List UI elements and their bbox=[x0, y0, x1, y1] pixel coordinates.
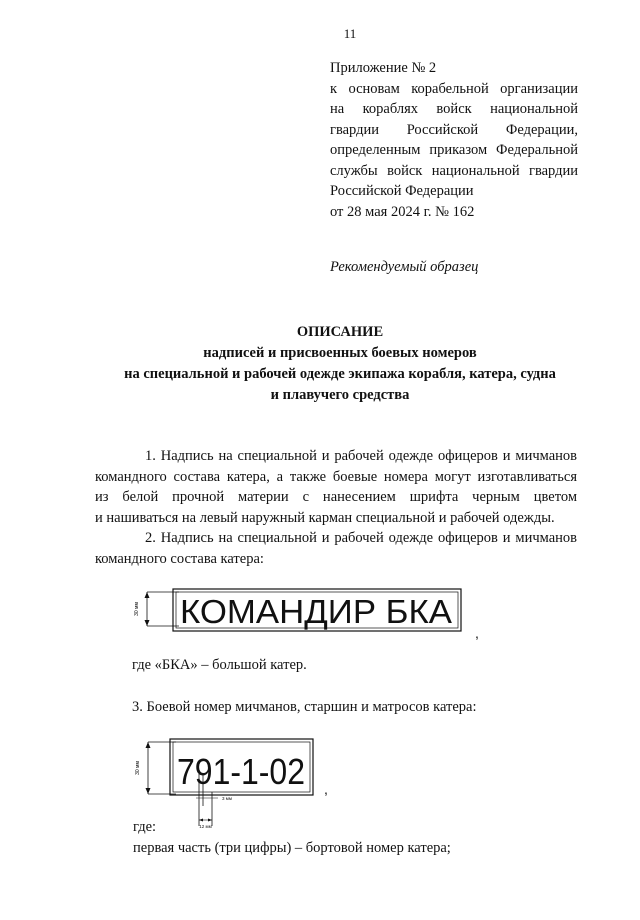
paragraph-line: и нашиваться на левый наружный карман специальной и рабочей одежды. bbox=[95, 509, 555, 526]
arrow-right-icon bbox=[208, 819, 212, 822]
arrow-down-icon bbox=[146, 788, 151, 794]
arrow-up-icon bbox=[146, 742, 151, 748]
appendix-line: определенным приказом Федеральной bbox=[330, 142, 578, 158]
appendix-line: Российской Федерации bbox=[330, 183, 474, 199]
appendix-line: на кораблях войск национальной bbox=[330, 101, 578, 117]
heading-title: ОПИСАНИЕ bbox=[296, 324, 384, 340]
where-label: где: bbox=[133, 819, 157, 835]
paragraph-line: командного состава катера, а также боевые номера могут изготавливаться bbox=[95, 468, 577, 485]
figure-commander-label bbox=[125, 586, 485, 642]
heading-line: и плавучего средства bbox=[270, 387, 410, 403]
combat-number-text: 791-1-02 bbox=[177, 751, 305, 792]
arrow-left-icon bbox=[199, 819, 203, 822]
document-heading bbox=[60, 322, 620, 406]
commander-label-text: КОМАНДИР БКА bbox=[180, 593, 452, 630]
paragraph-line: 2. Надпись на специальной и рабочей одежде офицеров и мичманов bbox=[145, 530, 577, 546]
page-number: 11 bbox=[343, 26, 357, 41]
appendix-title: Приложение № 2 bbox=[330, 60, 437, 76]
paragraph-line: 1. Надпись на специальной и рабочей одежде офицеров и мичманов bbox=[145, 448, 577, 464]
paragraph-line: из белой прочной материи с нанесением шрифта черным цветом bbox=[95, 489, 577, 505]
dimension-text: 30 мм bbox=[134, 602, 140, 616]
first-part-explanation: первая часть (три цифры) – бортовой номер катера; bbox=[133, 840, 451, 856]
sample-label: Рекомендуемый образец bbox=[330, 259, 479, 275]
dimension-text: 30 мм bbox=[135, 761, 141, 775]
paragraph-3: 3. Боевой номер мичманов, старшин и матросов катера: bbox=[132, 699, 477, 715]
appendix-line: к основам корабельной организации bbox=[330, 80, 578, 97]
trailing-comma: , bbox=[324, 781, 328, 797]
arrow-up-icon bbox=[145, 592, 150, 598]
bka-explanation: где «БКА» – большой катер. bbox=[132, 657, 307, 673]
heading-line: надписей и присвоенных боевых номеров bbox=[203, 345, 477, 361]
trailing-comma: , bbox=[475, 625, 479, 641]
paragraph-line: командного состава катера: bbox=[95, 550, 264, 567]
heading-line: на специальной и рабочей одежде экипажа корабля, катера, судна bbox=[124, 366, 556, 382]
appendix-line: гвардии Российской Федерации, bbox=[330, 121, 578, 138]
figure-combat-number bbox=[128, 734, 348, 830]
appendix-date-line: от 28 мая 2024 г. № 162 bbox=[330, 203, 475, 220]
paragraph-2 bbox=[95, 528, 577, 569]
appendix-block bbox=[330, 58, 578, 222]
dimension-text: 3 мм bbox=[222, 796, 232, 801]
paragraph-1 bbox=[95, 446, 577, 528]
dimension-text: 12 мм bbox=[199, 824, 212, 829]
arrow-down-icon bbox=[145, 620, 150, 626]
appendix-line: службы войск национальной гвардии bbox=[330, 162, 578, 179]
